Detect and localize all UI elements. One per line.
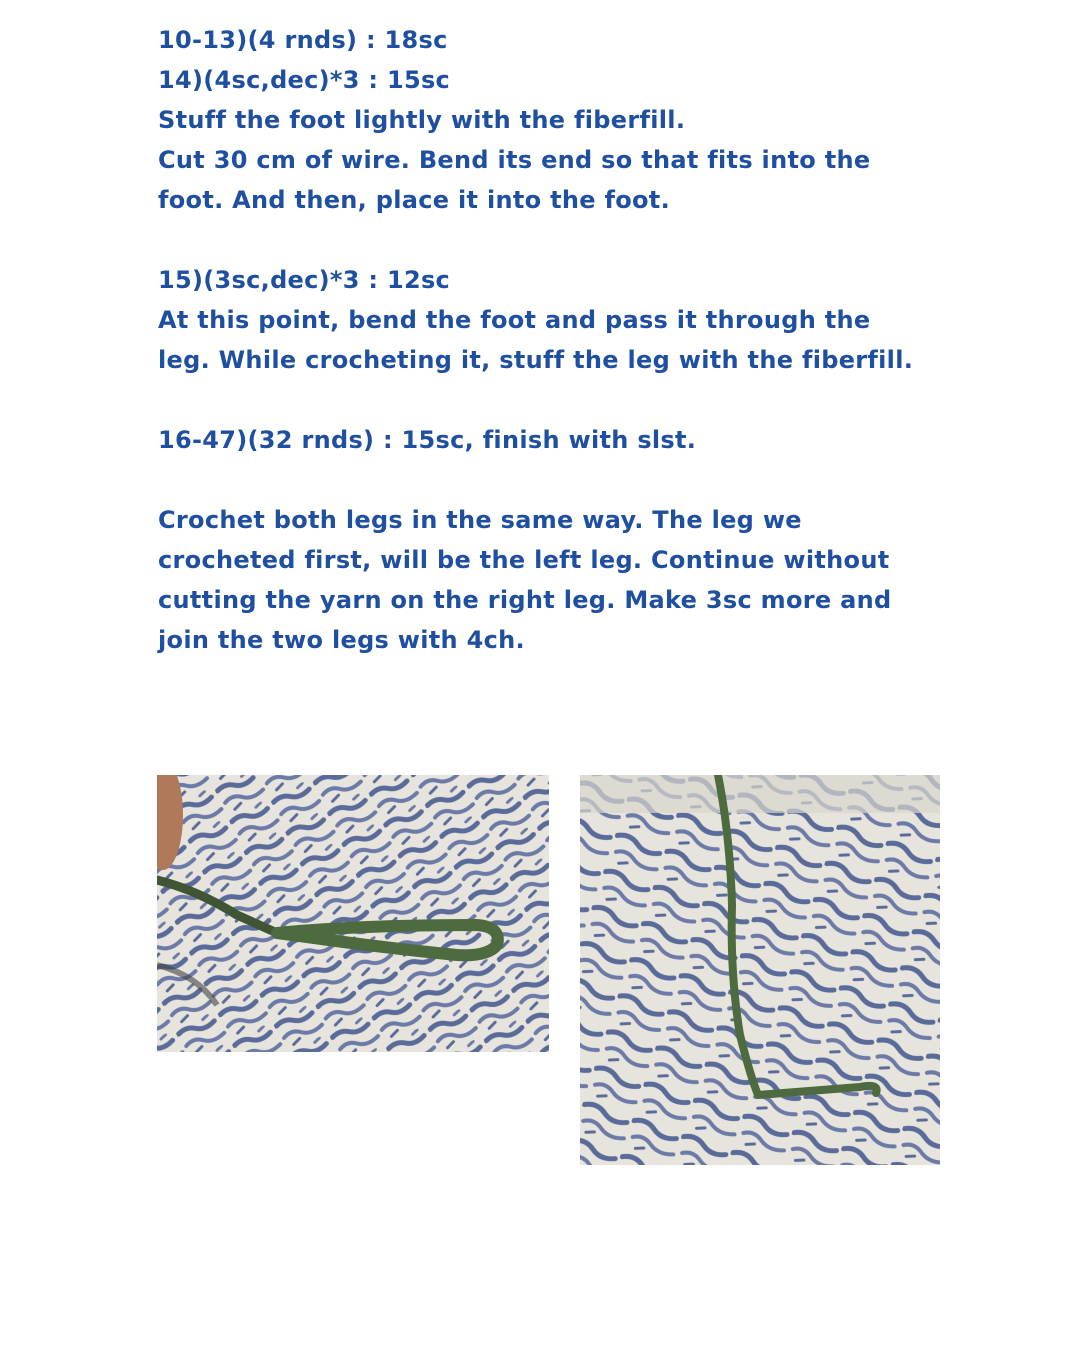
spacer: [158, 220, 958, 260]
bent-wire-illustration: [580, 775, 940, 1165]
wire-loop-illustration: [157, 775, 549, 1052]
spacer: [158, 380, 958, 420]
bent-wire-photo: [580, 775, 940, 1165]
both-legs-instruction-line-2: crocheted first, will be the left leg. Continue without: [158, 546, 890, 574]
instruction-text: [158, 20, 958, 660]
wire-instruction-line-2: foot. And then, place it into the foot.: [158, 186, 670, 214]
both-legs-instruction-line-4: join the two legs with 4ch.: [158, 626, 525, 654]
wire-loop-photo: [157, 775, 549, 1052]
round-14: 14)(4sc,dec)*3 : 15sc: [158, 66, 451, 94]
both-legs-instruction-line-3: cutting the yarn on the right leg. Make 3sc more and: [158, 586, 892, 614]
round-16-47: 16-47)(32 rnds) : 15sc, finish with slst.: [158, 426, 697, 454]
stuff-foot-instruction: Stuff the foot lightly with the fiberfill.: [158, 106, 686, 134]
spacer: [158, 460, 958, 500]
round-10-13: 10-13)(4 rnds) : 18sc: [158, 26, 448, 54]
round-15: 15)(3sc,dec)*3 : 12sc: [158, 266, 451, 294]
both-legs-instruction-line-1: Crochet both legs in the same way. The leg we: [158, 506, 802, 534]
bend-foot-instruction-line-1: At this point, bend the foot and pass it through the: [158, 306, 871, 334]
bend-foot-instruction-line-2: leg. While crocheting it, stuff the leg with the fiberfill.: [158, 346, 914, 374]
wire-instruction-line-1: Cut 30 cm of wire. Bend its end so that fits into the: [158, 146, 871, 174]
